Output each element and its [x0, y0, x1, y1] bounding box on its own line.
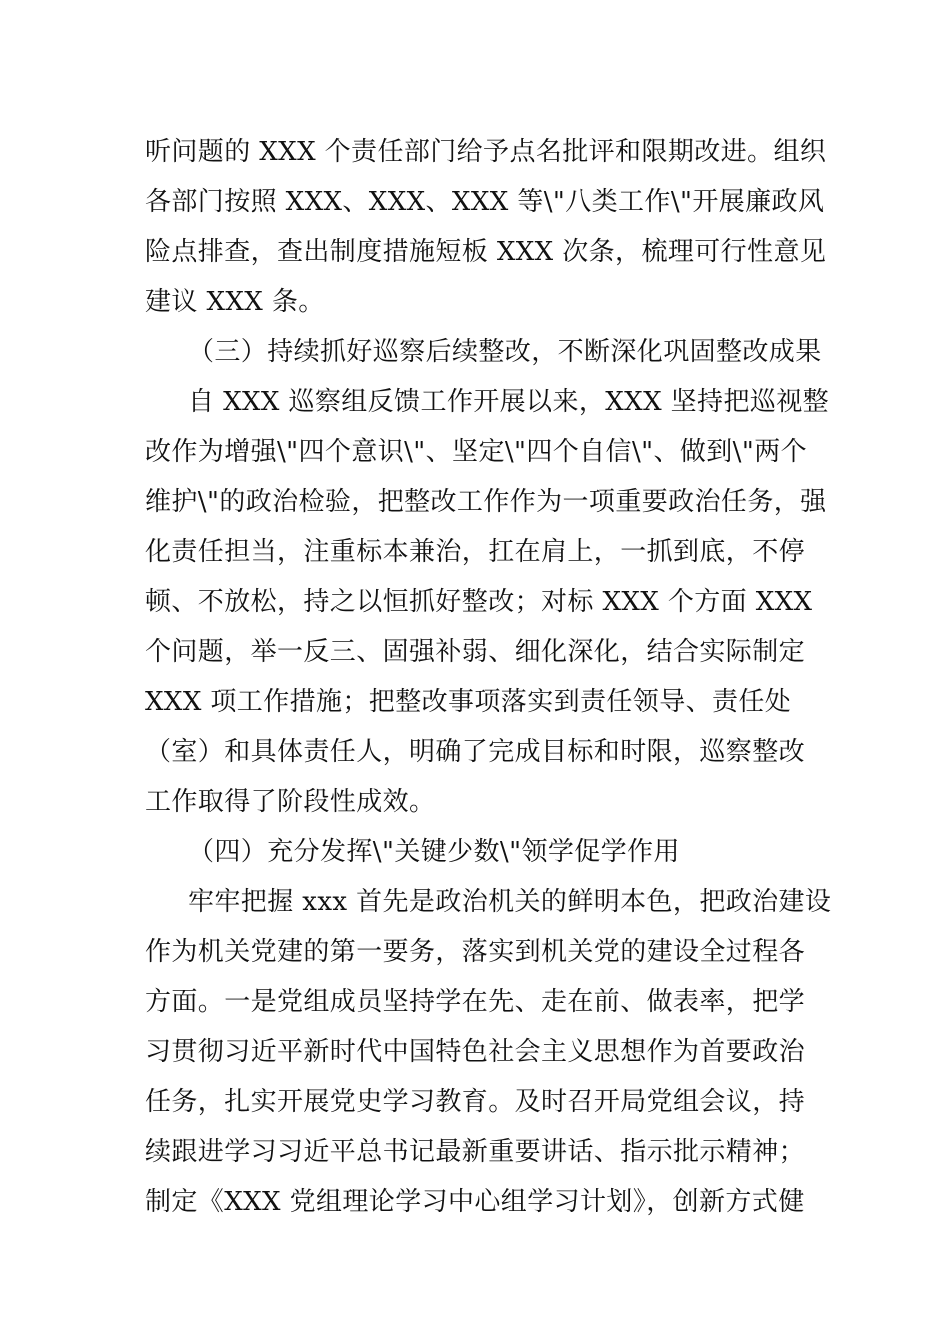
text-line: 作为机关党建的第一要务，落实到机关党的建设全过程各: [145, 937, 806, 967]
text-line: 任务，扎实开展党史学习教育。及时召开局党组会议，持: [145, 1087, 806, 1117]
text-line: 习贯彻习近平新时代中国特色社会主义思想作为首要政治: [145, 1037, 806, 1067]
text-line: 自 XXX 巡察组反馈工作开展以来，XXX 坚持把巡视整: [188, 387, 830, 417]
text-line: XXX 项工作措施；把整改事项落实到责任领导、责任处: [145, 687, 792, 717]
text-line: （室）和具体责任人，明确了完成目标和时限，巡察整改: [145, 737, 806, 767]
section-heading: （四）充分发挥\"关键少数\"领学促学作用: [188, 837, 680, 867]
text-line: 制定《XXX 党组理论学习中心组学习计划》，创新方式健: [145, 1187, 805, 1217]
text-line: 各部门按照 XXX、XXX、XXX 等\"八类工作\"开展廉政风: [145, 187, 825, 217]
text-line: 听问题的 XXX 个责任部门给予点名批评和限期改进。组织: [145, 137, 827, 167]
text-line: 方面。一是党组成员坚持学在先、走在前、做表率，把学: [145, 987, 806, 1017]
section-heading: （三）持续抓好巡察后续整改，不断深化巩固整改成果: [188, 337, 822, 367]
text-line: 续跟进学习习近平总书记最新重要讲话、指示批示精神；: [145, 1137, 806, 1167]
text-line: 化责任担当，注重标本兼治，扛在肩上，一抓到底，不停: [145, 537, 806, 567]
text-line: 工作取得了阶段性成效。: [145, 787, 436, 817]
text-line: 维护\"的政治检验，把整改工作作为一项重要政治任务，强: [145, 487, 827, 517]
text-line: 顿、不放松，持之以恒抓好整改；对标 XXX 个方面 XXX: [145, 587, 813, 617]
text-line: 险点排查，查出制度措施短板 XXX 次条，梳理可行性意见: [145, 237, 827, 267]
text-line: 改作为增强\"四个意识\"、坚定\"四个自信\"、做到\"两个: [145, 437, 807, 467]
text-line: 牢牢把握 xxx 首先是政治机关的鲜明本色，把政治建设: [188, 887, 832, 917]
text-line: 建议 XXX 条。: [145, 287, 325, 317]
text-line: 个问题，举一反三、固强补弱、细化深化，结合实际制定: [145, 637, 806, 667]
